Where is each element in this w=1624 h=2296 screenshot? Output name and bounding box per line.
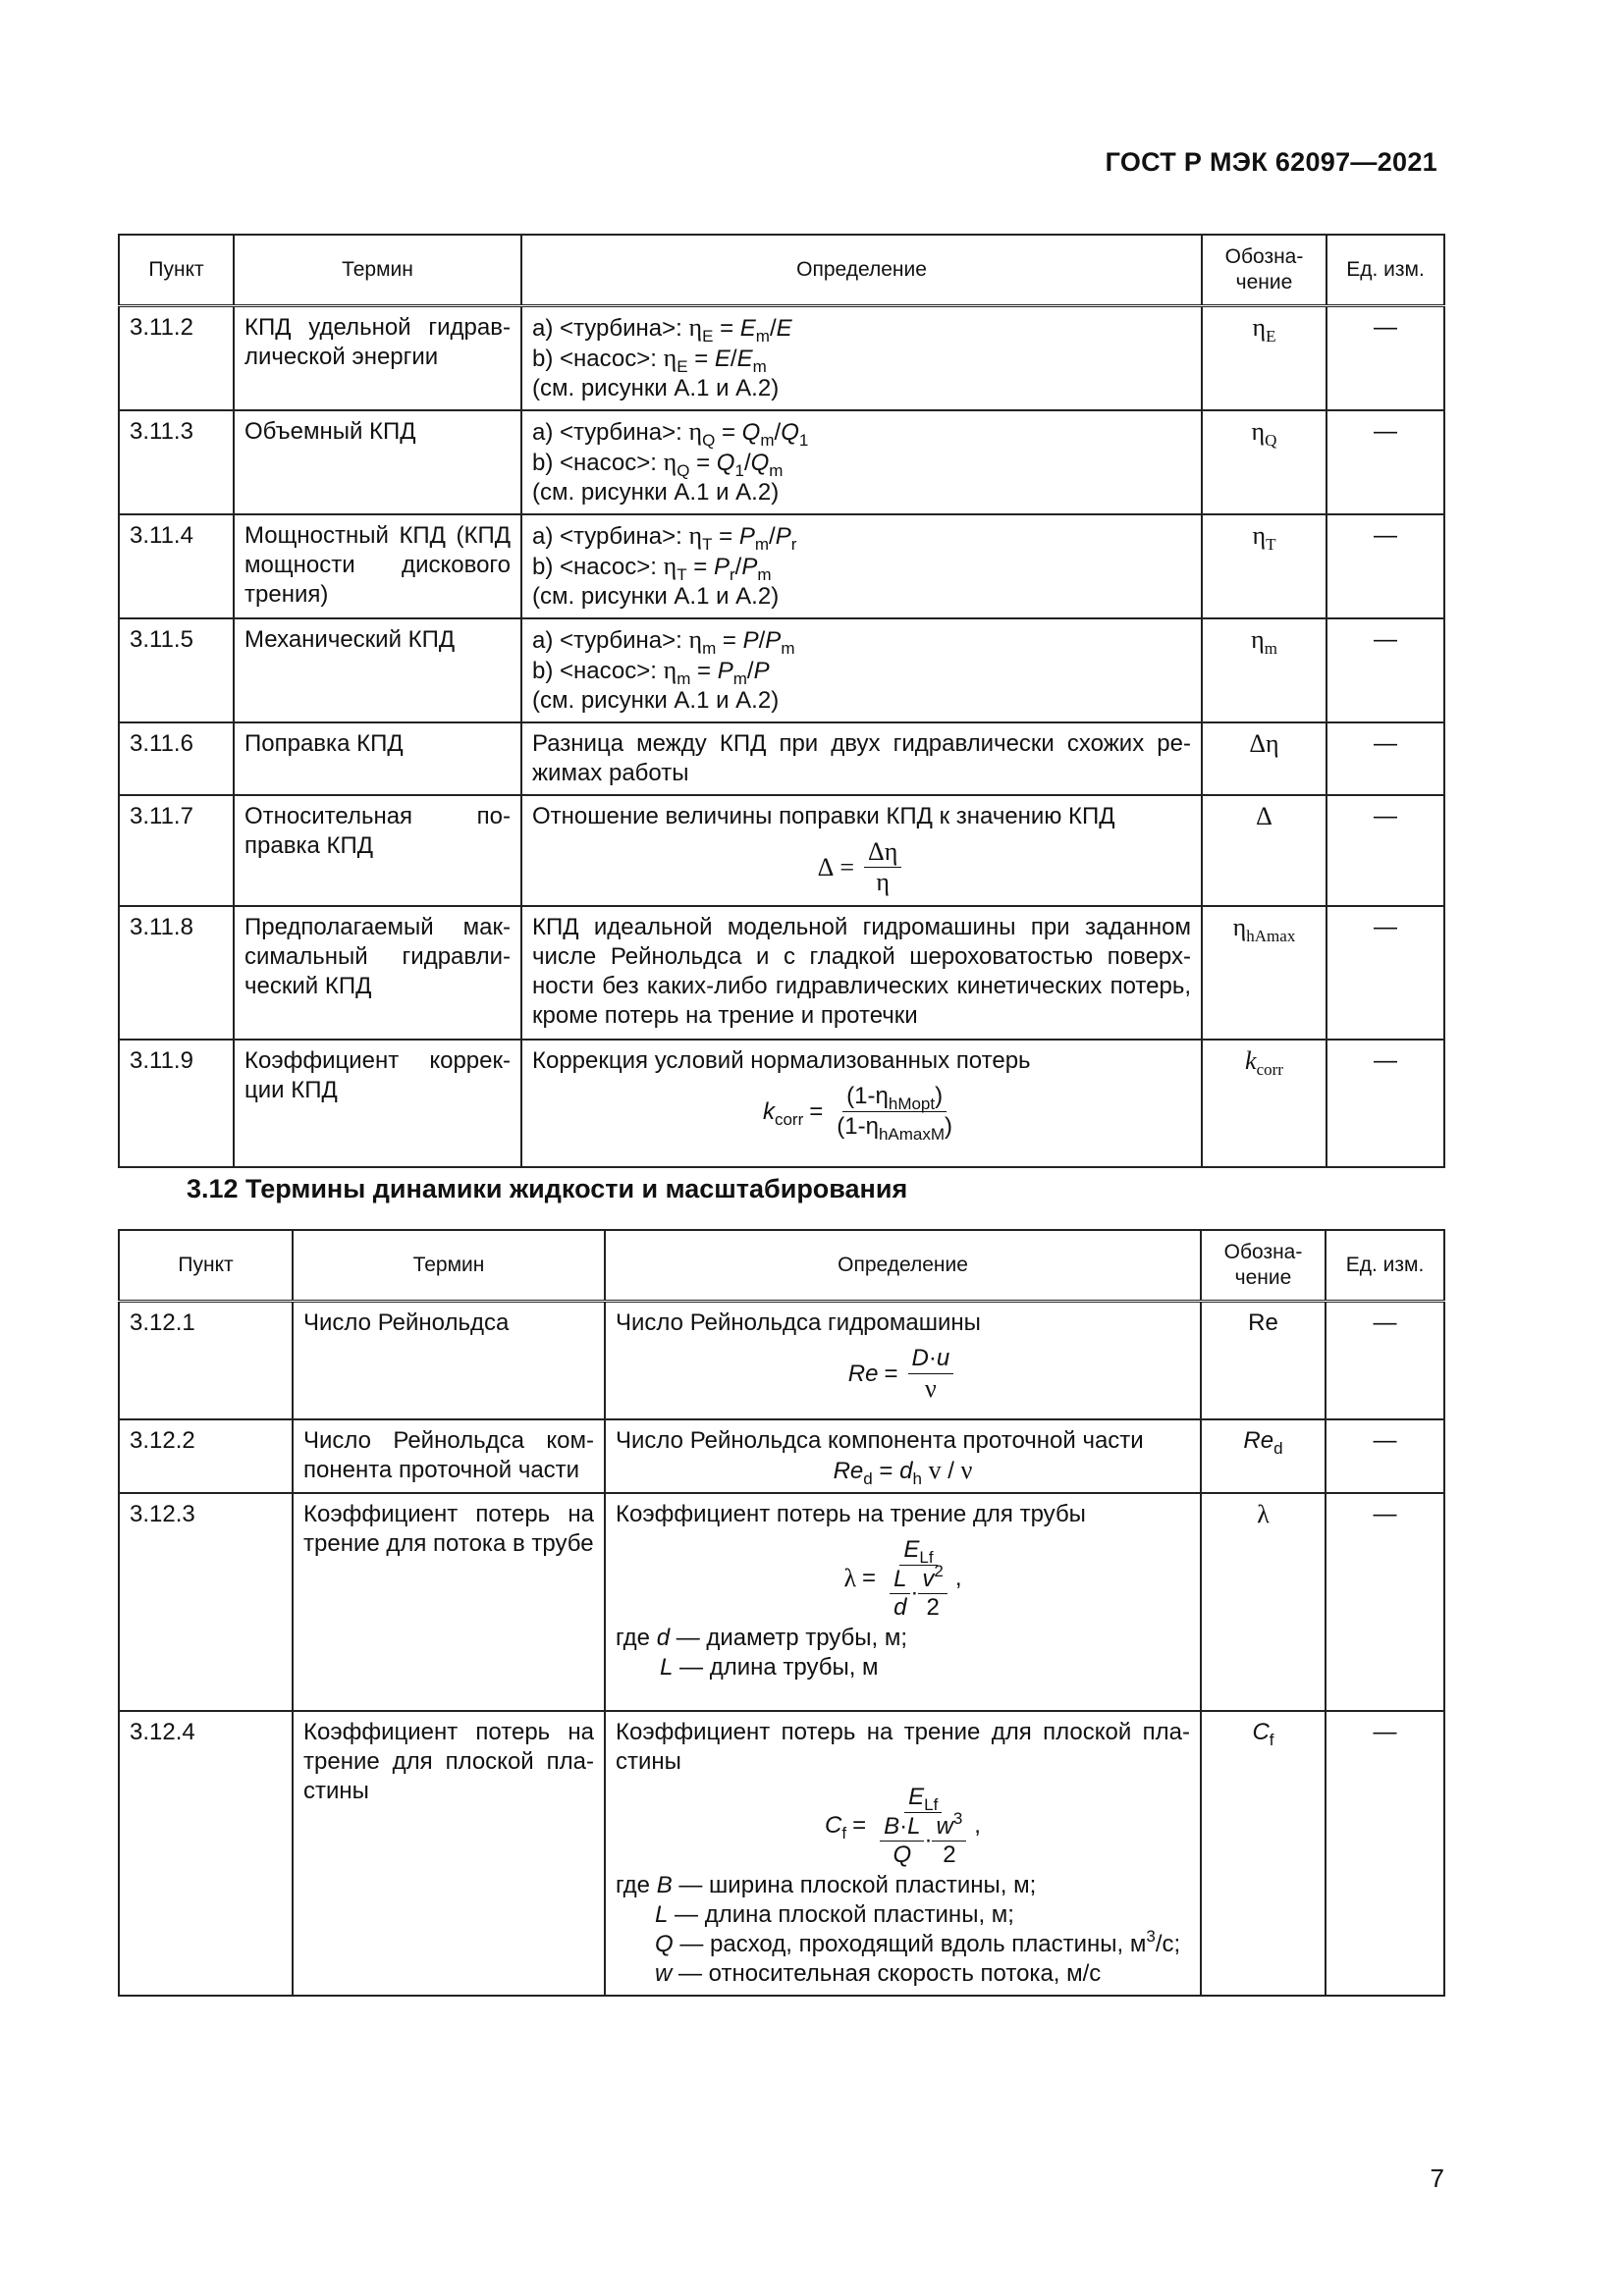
definition: Разница между КПД при двух гидравлически схожих режимах работы	[521, 722, 1202, 795]
unit: —	[1326, 906, 1444, 1040]
table-row	[119, 618, 1444, 722]
item-number: 3.11.9	[119, 1040, 234, 1167]
header-item: Пункт	[119, 235, 234, 306]
symbol: $Re_d$	[1201, 1419, 1326, 1493]
term: Предполагаемый максимальный гидравлический КПД	[234, 906, 521, 1040]
term: Поправка КПД	[234, 722, 521, 795]
header-term: Термин	[293, 1230, 605, 1302]
table-row	[119, 1040, 1444, 1167]
definition: Коэффициент потерь на трение для плоской пластины $C_f$ = $E_{Lf}$ $\frac{B\cdot L}{Q}$ · $\frac{w^3}{2}$ , где B — ширина плоской пластины, м; L — длина плоской пластины, м; Q — расход, проходящий вдоль пластины, $м^3/с$; w — относительная скорость потока, м/с	[605, 1711, 1201, 1996]
standard-code-header: ГОСТ Р МЭК 62097—2021	[1105, 147, 1437, 177]
item-number: 3.11.3	[119, 410, 234, 514]
term: Механический КПД	[234, 618, 521, 722]
table-header-row	[119, 1230, 1444, 1302]
header-definition: Определение	[521, 235, 1202, 306]
term: Коэффициент потерь на трение для потока в трубе	[293, 1493, 605, 1711]
definition: Отношение величины поправки КПД к значению КПД Δ = $\frac{\Delta\eta}{\eta}$	[521, 795, 1202, 906]
item-number: 3.11.7	[119, 795, 234, 906]
unit: —	[1326, 410, 1444, 514]
definition: КПД идеальной модельной гидромашины при заданном числе Рейнольдса и с гладкой шероховатостью поверхности без каких-либо гидравлических кинетических потерь, кроме потерь на трение и протечки	[521, 906, 1202, 1040]
definition: a) <турбина>: $\eta_E = E_m/E$ b) <насос>: $\eta_E = E/E_m$ (см. рисунки А.1 и А.2)	[521, 306, 1202, 411]
correction-coefficient-formula: $k_{corr}$ = $\frac{(1-\eta_{hMopt})}{(1-\eta_{hAmaxM})}$	[762, 1083, 953, 1144]
symbol: Δη	[1202, 722, 1326, 795]
table-row	[119, 1711, 1444, 1996]
table-row	[119, 410, 1444, 514]
unit: —	[1326, 1040, 1444, 1167]
header-symbol: Обозна- чение	[1201, 1230, 1326, 1302]
unit: —	[1326, 1711, 1444, 1996]
unit: —	[1326, 1419, 1444, 1493]
symbol: $C_f$	[1201, 1711, 1326, 1996]
definition: Коэффициент потерь на трение для трубы λ = $E_{Lf}$ $\frac{L}{d}$ · $\frac{v^2}{2}$ , где d — диаметр трубы, м; L — длина трубы, м	[605, 1493, 1201, 1711]
page-number: 7	[1430, 2163, 1444, 2193]
term: Мощностный КПД (КПД мощности дискового трения)	[234, 514, 521, 618]
table-row	[119, 514, 1444, 618]
table-header-row	[119, 235, 1444, 306]
item-number: 3.12.4	[119, 1711, 293, 1996]
item-number: 3.12.2	[119, 1419, 293, 1493]
symbol: Δ	[1202, 795, 1326, 906]
unit: —	[1326, 795, 1444, 906]
symbol: $\eta_Q$	[1202, 410, 1326, 514]
definition: Число Рейнольдса гидромашины Re = $\frac{D\cdot u}{\nu}$	[605, 1302, 1201, 1419]
symbol: $\eta_T$	[1202, 514, 1326, 618]
term: Коэффициент потерь на трение для плоской пластины	[293, 1711, 605, 1996]
reynolds-component-formula: $Re_d = d_h$ v / ν	[833, 1455, 973, 1488]
table-row	[119, 306, 1444, 411]
unit: —	[1326, 722, 1444, 795]
table-row	[119, 1493, 1444, 1711]
definition: Число Рейнольдса компонента проточной части $Re_d = d_h$ v / ν	[605, 1419, 1201, 1493]
relative-correction-formula: Δ = $\frac{\Delta\eta}{\eta}$	[532, 837, 1191, 897]
term: КПД удельной гидравлической энергии	[234, 306, 521, 411]
header-item: Пункт	[119, 1230, 293, 1302]
item-number: 3.12.1	[119, 1302, 293, 1419]
header-unit: Ед. изм.	[1326, 1230, 1444, 1302]
definition: Коррекция условий нормализованных потерь $k_{corr}$ = $\frac{(1-\eta_{hMopt})}{(1-\eta_{hAmaxM})}$	[521, 1040, 1202, 1167]
header-definition: Определение	[605, 1230, 1201, 1302]
header-term: Термин	[234, 235, 521, 306]
item-number: 3.12.3	[119, 1493, 293, 1711]
term: Число Рейнольдса компонента проточной части	[293, 1419, 605, 1493]
unit: —	[1326, 618, 1444, 722]
term: Относительная поправка КПД	[234, 795, 521, 906]
symbol: $\eta_{hAmax}$	[1202, 906, 1326, 1040]
table-row	[119, 795, 1444, 906]
reynolds-formula: Re = $\frac{D\cdot u}{\nu}$	[616, 1344, 1190, 1404]
definition: a) <турбина>: $\eta_m = P/P_m$ b) <насос>: $\eta_m = P_m/P$ (см. рисунки А.1 и А.2)	[521, 618, 1202, 722]
item-number: 3.11.2	[119, 306, 234, 411]
terms-table-3-11	[118, 234, 1445, 1168]
unit: —	[1326, 306, 1444, 411]
symbol: λ	[1201, 1493, 1326, 1711]
plate-friction-formula: $C_f$ = $E_{Lf}$ $\frac{B\cdot L}{Q}$ · $\frac{w^3}{2}$ ,	[825, 1783, 981, 1868]
header-symbol: Обозна- чение	[1202, 235, 1326, 306]
unit: —	[1326, 514, 1444, 618]
table-row	[119, 906, 1444, 1040]
symbol: $\eta_E$	[1202, 306, 1326, 411]
item-number: 3.11.4	[119, 514, 234, 618]
unit: —	[1326, 1302, 1444, 1419]
terms-table-3-12	[118, 1229, 1445, 1997]
section-title-3-12: 3.12 Термины динамики жидкости и масштабирования	[187, 1174, 908, 1203]
symbol: $\eta_m$	[1202, 618, 1326, 722]
item-number: 3.11.6	[119, 722, 234, 795]
item-number: 3.11.8	[119, 906, 234, 1040]
table-row	[119, 1302, 1444, 1419]
term: Объемный КПД	[234, 410, 521, 514]
pipe-friction-formula: λ = $E_{Lf}$ $\frac{L}{d}$ · $\frac{v^2}{2}$ ,	[843, 1535, 962, 1621]
term: Коэффициент коррекции КПД	[234, 1040, 521, 1167]
symbol: Re	[1201, 1302, 1326, 1419]
definition: a) <турбина>: $\eta_T = P_m/P_r$ b) <насос>: $\eta_T = P_r/P_m$ (см. рисунки А.1 и А.2)	[521, 514, 1202, 618]
term: Число Рейнольдса	[293, 1302, 605, 1419]
item-number: 3.11.5	[119, 618, 234, 722]
table-row	[119, 1419, 1444, 1493]
symbol: $k_{corr}$	[1202, 1040, 1326, 1167]
table-row	[119, 722, 1444, 795]
unit: —	[1326, 1493, 1444, 1711]
header-unit: Ед. изм.	[1326, 235, 1444, 306]
definition: a) <турбина>: $\eta_Q = Q_m/Q_1$ b) <насос>: $\eta_Q = Q_1/Q_m$ (см. рисунки А.1 и А.2)	[521, 410, 1202, 514]
